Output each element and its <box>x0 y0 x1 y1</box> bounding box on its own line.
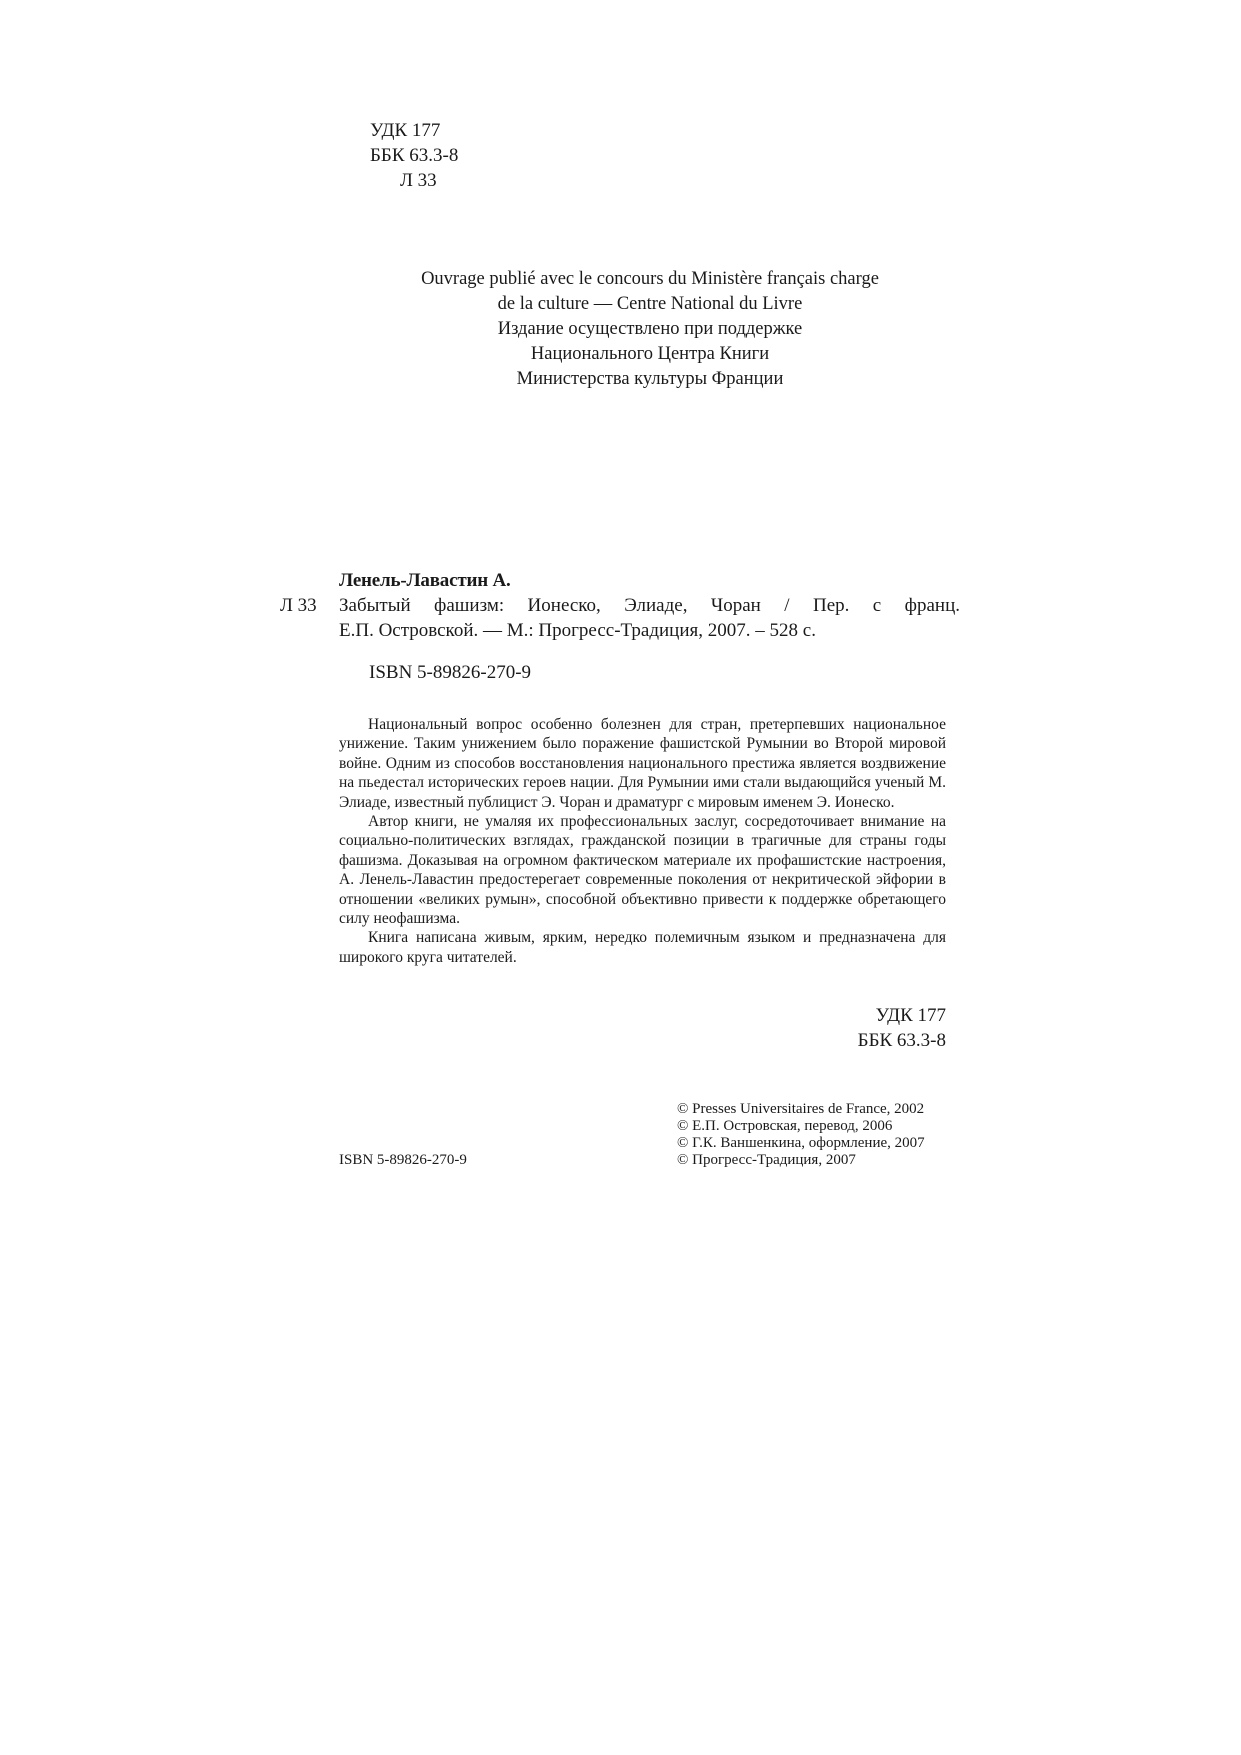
annotation-paragraph: Национальный вопрос особенно болезнен для стран, претерпевших национальное унижение. Таким унижением было поражение фашистской Румынии во Второй мировой войне. Одним из способов восстановления национального престижа является воздвижение на пьедестал исторических героев нации. Для Румынии ими стали выдающийся ученый М. Элиаде, известный публицист Э. Чоран и драматург с мировым именем Э. Ионеско. <box>339 716 946 811</box>
author-name: Ленель-Лавастин А. <box>339 570 511 591</box>
bottom-classification <box>700 1003 946 1053</box>
top-classification <box>370 118 458 193</box>
annotation-paragraph: Автор книги, не умаляя их профессиональных заслуг, сосредоточивает внимание на социально-политических взглядах, гражданской позиции в трагичные для страны годы фашизма. Доказывая на огромном фактическом материале их профашистские настроения, А. Ленель-Лавастин предостерегает современные поколения от некритической эйфории в отношении «великих румын», способной объективно привести к поддержке обретающего силу неофашизма. <box>339 813 946 928</box>
udk-code-bottom: УДК 177 <box>875 1005 946 1026</box>
bbk-code-bottom: ББК 63.3-8 <box>857 1030 946 1051</box>
bbk-code: ББК 63.3-8 <box>370 145 459 166</box>
copyright-line: © Г.К. Ваншенкина, оформление, 2007 <box>677 1135 925 1151</box>
imprint-line: Е.П. Островской. — М.: Прогресс-Традиция, 2007. – 528 с. <box>339 620 816 641</box>
copyright-list <box>677 1101 925 1169</box>
bibliographic-entry <box>280 568 960 685</box>
bib-isbn: ISBN 5-89826-270-9 <box>369 662 532 683</box>
copyright-line: © Е.П. Островская, перевод, 2006 <box>677 1118 893 1134</box>
copyright-line: © Прогресс-Традиция, 2007 <box>677 1152 856 1168</box>
support-line: Министерства культуры Франции <box>516 369 784 389</box>
support-line: de la culture — Centre National du Livre <box>497 294 803 314</box>
udk-code: УДК 177 <box>370 120 441 141</box>
support-line: Национального Центра Книги <box>530 344 770 364</box>
author-mark: Л 33 <box>400 170 437 191</box>
annotation <box>339 715 946 967</box>
footer-isbn: ISBN 5-89826-270-9 <box>339 1152 467 1168</box>
copyright-line: © Presses Universitaires de France, 2002 <box>677 1101 925 1117</box>
bib-author-mark: Л 33 <box>280 595 317 616</box>
support-notice <box>300 267 1000 392</box>
annotation-paragraph: Книга написана живым, ярким, нередко полемичным языком и предназначена для широкого круга читателей. <box>339 929 946 966</box>
support-line: Издание осуществлено при поддержке <box>497 319 803 339</box>
support-line: Ouvrage publié avec le concours du Ministère français charge <box>421 269 879 289</box>
book-title-line: Забытый фашизм: Ионеско, Элиаде, Чоран / Пер. с франц. <box>339 595 960 616</box>
